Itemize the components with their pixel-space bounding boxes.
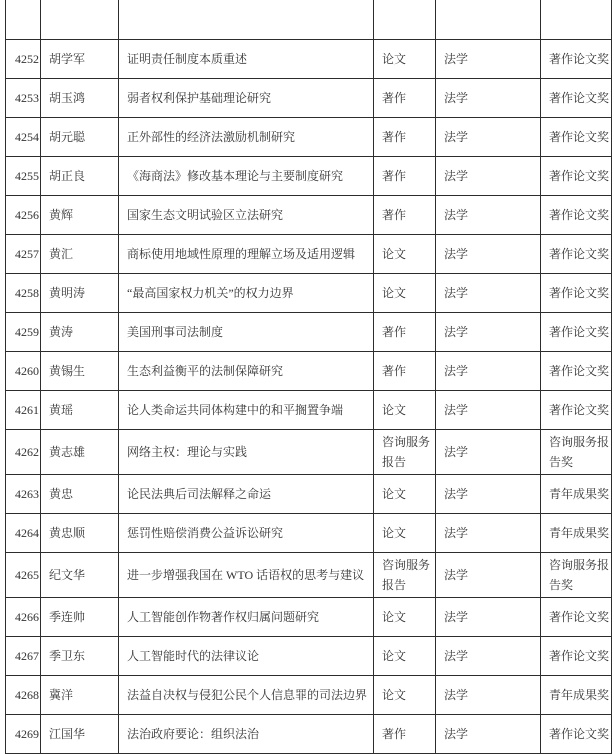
work-title-cell: 论民法典后司法解释之命运 (119, 474, 374, 513)
table-row (6, 714, 612, 753)
award-category-cell: 著作论文奖 (541, 351, 612, 390)
cutoff-cell (541, 0, 612, 39)
cutoff-cell (374, 0, 436, 39)
discipline-cell: 法学 (436, 156, 541, 195)
award-category-cell: 著作论文奖 (541, 234, 612, 273)
author-name-cell: 黄辉 (41, 195, 119, 234)
table-row (6, 597, 612, 636)
row-id-cell: 4262 (6, 429, 41, 474)
award-category-cell: 著作论文奖 (541, 636, 612, 675)
work-title-cell: 商标使用地域性原理的理解立场及适用逻辑 (119, 234, 374, 273)
work-type-cell: 论文 (374, 636, 436, 675)
row-id-cell: 4252 (6, 39, 41, 78)
discipline-cell: 法学 (436, 474, 541, 513)
discipline-cell: 法学 (436, 351, 541, 390)
award-category-cell: 著作论文奖 (541, 78, 612, 117)
row-id-cell: 4265 (6, 552, 41, 597)
awards-table-body (6, 0, 612, 753)
award-category-cell: 著作论文奖 (541, 117, 612, 156)
awards-table (5, 0, 612, 754)
work-type-cell: 咨询服务报告 (374, 552, 436, 597)
work-type-cell: 论文 (374, 390, 436, 429)
author-name-cell: 季连帅 (41, 597, 119, 636)
work-title-cell: 论人类命运共同体构建中的和平搁置争端 (119, 390, 374, 429)
discipline-cell: 法学 (436, 636, 541, 675)
author-name-cell: 胡玉鸿 (41, 78, 119, 117)
work-type-cell: 著作 (374, 117, 436, 156)
row-id-cell: 4269 (6, 714, 41, 753)
table-row (6, 234, 612, 273)
table-row (6, 552, 612, 597)
discipline-cell: 法学 (436, 597, 541, 636)
discipline-cell: 法学 (436, 390, 541, 429)
table-row (6, 156, 612, 195)
author-name-cell: 黄明涛 (41, 273, 119, 312)
discipline-cell: 法学 (436, 675, 541, 714)
work-type-cell: 论文 (374, 234, 436, 273)
table-row (6, 636, 612, 675)
table-row (6, 273, 612, 312)
author-name-cell: 冀洋 (41, 675, 119, 714)
row-id-cell: 4253 (6, 78, 41, 117)
work-title-cell: 证明责任制度本质重述 (119, 39, 374, 78)
award-category-cell: 咨询服务报告奖 (541, 552, 612, 597)
row-id-cell: 4260 (6, 351, 41, 390)
discipline-cell: 法学 (436, 552, 541, 597)
author-name-cell: 黄志雄 (41, 429, 119, 474)
author-name-cell: 黄忠顺 (41, 513, 119, 552)
work-type-cell: 著作 (374, 78, 436, 117)
work-type-cell: 咨询服务报告 (374, 429, 436, 474)
table-row (6, 351, 612, 390)
cutoff-cell (436, 0, 541, 39)
work-title-cell: 人工智能创作物著作权归属问题研究 (119, 597, 374, 636)
author-name-cell: 纪文华 (41, 552, 119, 597)
work-title-cell: 进一步增强我国在 WTO 话语权的思考与建议 (119, 552, 374, 597)
table-row (6, 390, 612, 429)
discipline-cell: 法学 (436, 429, 541, 474)
table-row (6, 429, 612, 474)
award-category-cell: 著作论文奖 (541, 714, 612, 753)
table-row (6, 474, 612, 513)
work-title-cell: 《海商法》修改基本理论与主要制度研究 (119, 156, 374, 195)
author-name-cell: 胡学军 (41, 39, 119, 78)
author-name-cell: 江国华 (41, 714, 119, 753)
work-title-cell: 正外部性的经济法激励机制研究 (119, 117, 374, 156)
work-title-cell: 美国刑事司法制度 (119, 312, 374, 351)
award-category-cell: 青年成果奖 (541, 675, 612, 714)
table-row (6, 39, 612, 78)
award-category-cell: 著作论文奖 (541, 195, 612, 234)
author-name-cell: 黄忠 (41, 474, 119, 513)
award-category-cell: 咨询服务报告奖 (541, 429, 612, 474)
work-type-cell: 论文 (374, 597, 436, 636)
work-type-cell: 论文 (374, 273, 436, 312)
award-category-cell: 青年成果奖 (541, 474, 612, 513)
row-id-cell: 4268 (6, 675, 41, 714)
award-category-cell: 著作论文奖 (541, 312, 612, 351)
author-name-cell: 季卫东 (41, 636, 119, 675)
discipline-cell: 法学 (436, 273, 541, 312)
work-title-cell: 网络主权：理论与实践 (119, 429, 374, 474)
work-type-cell: 论文 (374, 675, 436, 714)
cutoff-cell (41, 0, 119, 39)
work-type-cell: 论文 (374, 39, 436, 78)
row-id-cell: 4259 (6, 312, 41, 351)
work-title-cell: 惩罚性赔偿消费公益诉讼研究 (119, 513, 374, 552)
discipline-cell: 法学 (436, 513, 541, 552)
author-name-cell: 胡正良 (41, 156, 119, 195)
award-category-cell: 著作论文奖 (541, 156, 612, 195)
row-id-cell: 4256 (6, 195, 41, 234)
row-id-cell: 4258 (6, 273, 41, 312)
discipline-cell: 法学 (436, 195, 541, 234)
award-category-cell: 著作论文奖 (541, 597, 612, 636)
award-category-cell: 著作论文奖 (541, 39, 612, 78)
row-id-cell: 4266 (6, 597, 41, 636)
author-name-cell: 黄瑶 (41, 390, 119, 429)
work-type-cell: 论文 (374, 474, 436, 513)
award-category-cell: 著作论文奖 (541, 390, 612, 429)
work-title-cell: “最高国家权力机关”的权力边界 (119, 273, 374, 312)
work-type-cell: 著作 (374, 195, 436, 234)
table-row (6, 117, 612, 156)
table-row (6, 195, 612, 234)
row-id-cell: 4267 (6, 636, 41, 675)
cutoff-cell (6, 0, 41, 39)
award-category-cell: 著作论文奖 (541, 273, 612, 312)
row-id-cell: 4264 (6, 513, 41, 552)
author-name-cell: 黄涛 (41, 312, 119, 351)
author-name-cell: 胡元聪 (41, 117, 119, 156)
row-id-cell: 4261 (6, 390, 41, 429)
cutoff-row (6, 0, 612, 39)
row-id-cell: 4257 (6, 234, 41, 273)
award-category-cell: 青年成果奖 (541, 513, 612, 552)
discipline-cell: 法学 (436, 78, 541, 117)
table-row (6, 675, 612, 714)
row-id-cell: 4254 (6, 117, 41, 156)
table-row (6, 513, 612, 552)
work-title-cell: 弱者权利保护基础理论研究 (119, 78, 374, 117)
work-type-cell: 著作 (374, 714, 436, 753)
row-id-cell: 4263 (6, 474, 41, 513)
discipline-cell: 法学 (436, 714, 541, 753)
work-type-cell: 著作 (374, 312, 436, 351)
work-title-cell: 人工智能时代的法律议论 (119, 636, 374, 675)
row-id-cell: 4255 (6, 156, 41, 195)
work-title-cell: 法益自决权与侵犯公民个人信息罪的司法边界 (119, 675, 374, 714)
work-type-cell: 论文 (374, 513, 436, 552)
table-row (6, 312, 612, 351)
discipline-cell: 法学 (436, 234, 541, 273)
discipline-cell: 法学 (436, 117, 541, 156)
discipline-cell: 法学 (436, 312, 541, 351)
work-title-cell: 生态利益衡平的法制保障研究 (119, 351, 374, 390)
author-name-cell: 黄汇 (41, 234, 119, 273)
work-title-cell: 国家生态文明试验区立法研究 (119, 195, 374, 234)
work-type-cell: 著作 (374, 351, 436, 390)
table-row (6, 78, 612, 117)
author-name-cell: 黄锡生 (41, 351, 119, 390)
work-type-cell: 著作 (374, 156, 436, 195)
work-title-cell: 法治政府要论：组织法治 (119, 714, 374, 753)
discipline-cell: 法学 (436, 39, 541, 78)
cutoff-cell (119, 0, 374, 39)
